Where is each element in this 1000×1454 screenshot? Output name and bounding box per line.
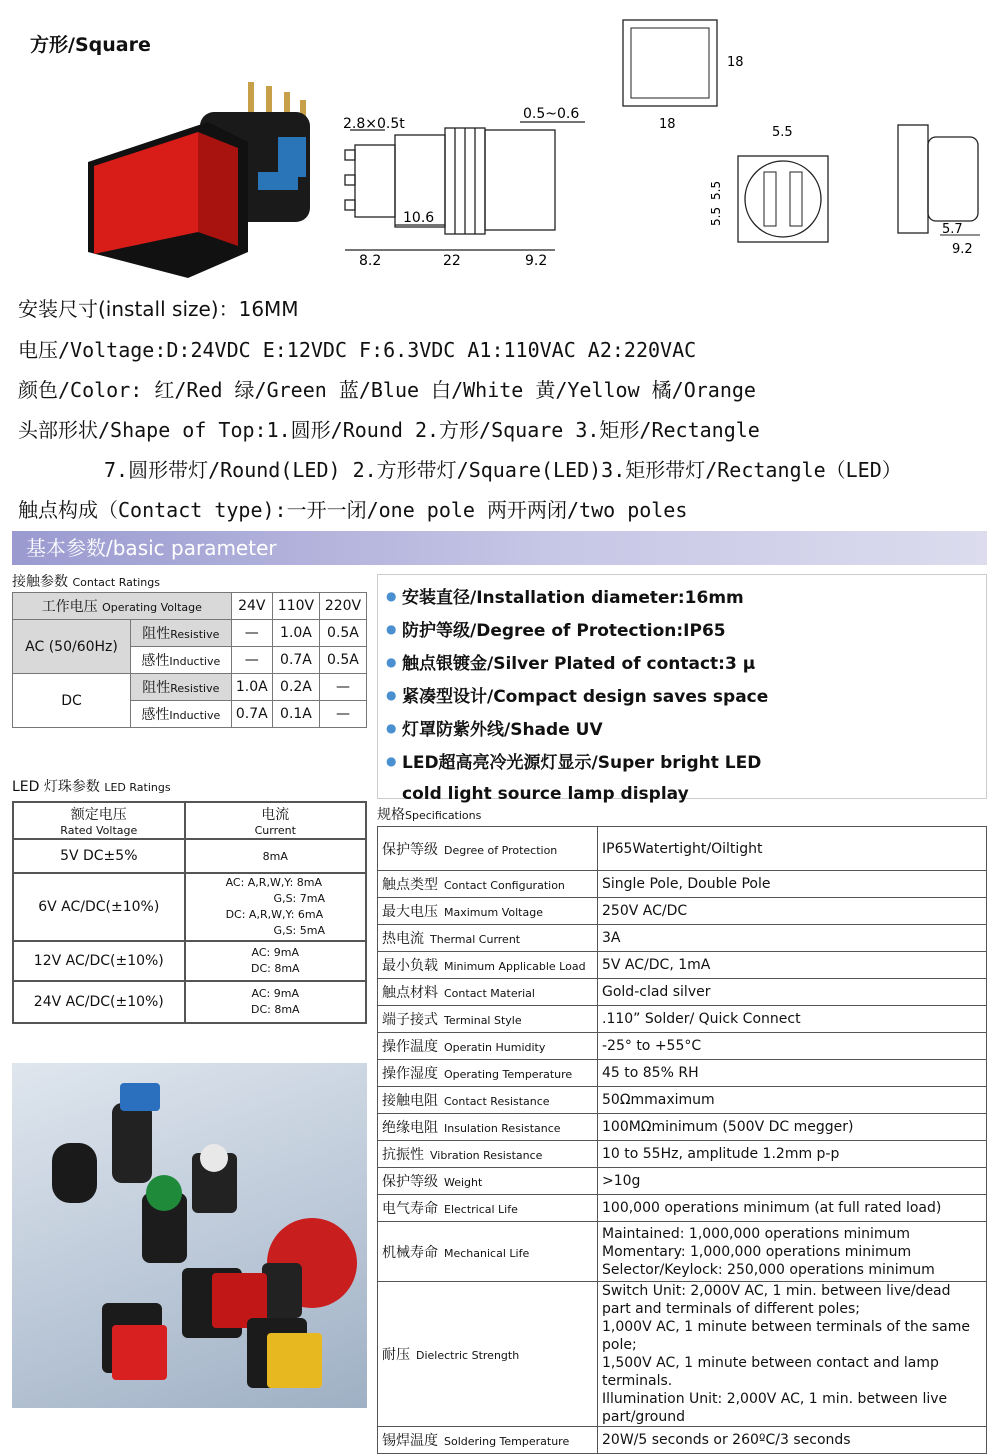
spec-key-cn: 端子接式 xyxy=(382,1012,438,1028)
dim-5-7: 5.7 xyxy=(942,222,963,237)
spec-value-line: Selector/Keylock: 250,000 operations minimum xyxy=(602,1261,935,1278)
spec-key-cn: 绝缘电阻 xyxy=(382,1120,438,1136)
feature-list xyxy=(377,574,987,804)
feature-item: ● 灯罩防紫外线/Shade UV xyxy=(386,720,603,740)
dc-label: DC xyxy=(13,674,131,728)
cell: 0.7A xyxy=(231,701,272,728)
spec-value-line: 250V AC/DC xyxy=(602,903,688,919)
dc-inductive: 感性Inductive xyxy=(131,701,232,728)
bullet-icon: ● xyxy=(386,621,397,636)
col-110v: 110V xyxy=(272,593,319,620)
spec-value xyxy=(598,1168,987,1195)
dim-gap: 0.5~0.6 xyxy=(523,106,580,122)
dim-5-5-v2: 5.5 xyxy=(709,206,723,226)
led-ratings-caption: LED 灯珠参数 LED Ratings xyxy=(12,779,171,795)
spec-key-cn: 操作温度 xyxy=(382,1039,438,1055)
contact-type-line: 触点构成（Contact type):一开一闭/one pole 两开两闭/two poles xyxy=(18,498,688,522)
led-current: AC: A,R,W,Y: 8mA G,S: 7mA DC: A,R,W,Y: 6mA G,S: 5mA xyxy=(185,873,366,941)
top-view-drawing xyxy=(615,14,755,134)
spec-key-cn: 锡焊温度 xyxy=(382,1433,438,1449)
spec-value xyxy=(598,1033,987,1060)
led-voltage: 24V AC/DC(±10%) xyxy=(13,981,185,1023)
feature-item: ● LED超高亮冷光源灯显示/Super bright LED xyxy=(386,753,762,773)
dim-10-6: 10.6 xyxy=(403,210,435,226)
product-photo-square-red xyxy=(88,82,328,282)
spec-value-line: 1,000V AC, 1 minute between terminals of the same pole; xyxy=(602,1319,971,1353)
spec-row xyxy=(378,1282,987,1427)
ac-label: AC (50/60Hz) xyxy=(13,620,131,674)
dim-5-5-v1: 5.5 xyxy=(709,180,723,200)
spec-key-en: Operatin Humidity xyxy=(444,1041,546,1054)
spec-key-cn: 触点材料 xyxy=(382,985,438,1001)
spec-value xyxy=(598,1427,987,1454)
spec-key xyxy=(378,1006,598,1033)
spec-key xyxy=(378,979,598,1006)
shape-line-2: 7.圆形带灯/Round(LED) 2.方形带灯/Square(LED)3.矩形带灯/Rectangle（LED） xyxy=(104,458,902,482)
cell: 0.1A xyxy=(272,701,319,728)
spec-key xyxy=(378,1282,598,1427)
spec-value-line: 20W/5 seconds or 260ºC/3 seconds xyxy=(602,1432,851,1448)
spec-value xyxy=(598,898,987,925)
spec-value-line: .110” Solder/ Quick Connect xyxy=(602,1011,801,1027)
cell: 0.7A xyxy=(272,647,319,674)
cell: 0.5A xyxy=(319,620,366,647)
spec-key xyxy=(378,898,598,925)
spec-key xyxy=(378,871,598,898)
spec-value xyxy=(598,827,987,871)
dc-resistive: 阻性Resistive xyxy=(131,674,232,701)
spec-key-cn: 保护等级 xyxy=(382,841,438,858)
spec-key-cn: 操作湿度 xyxy=(382,1066,438,1082)
spec-value-line: 3A xyxy=(602,930,621,946)
spec-value-line: 45 to 85% RH xyxy=(602,1065,699,1081)
side-view-drawing xyxy=(335,100,605,270)
spec-key-en: Degree of Protection xyxy=(444,843,558,857)
spec-value xyxy=(598,871,987,898)
spec-key-en: Terminal Style xyxy=(444,1014,522,1027)
spec-value-line: 1,500V AC, 1 minute between contact and lamp terminals. xyxy=(602,1355,939,1389)
spec-row xyxy=(378,898,987,925)
spec-row xyxy=(378,1427,987,1454)
spec-key-cn: 电气寿命 xyxy=(382,1201,438,1217)
spec-key xyxy=(378,1114,598,1141)
bullet-icon: ● xyxy=(386,753,397,768)
spec-key-en: Vibration Resistance xyxy=(430,1149,543,1162)
side-profile-drawing xyxy=(880,115,990,265)
spec-value xyxy=(598,1087,987,1114)
spec-value-line: Single Pole, Double Pole xyxy=(602,876,771,892)
spec-value-line: -25° to +55°C xyxy=(602,1038,702,1054)
spec-key-en: Dielectric Strength xyxy=(416,1349,520,1362)
product-group-photo xyxy=(12,1063,367,1408)
specifications-table xyxy=(377,826,987,1454)
bullet-icon: ● xyxy=(386,588,397,603)
spec-key xyxy=(378,1033,598,1060)
spec-key xyxy=(378,827,598,871)
cell: — xyxy=(319,701,366,728)
spec-value xyxy=(598,1006,987,1033)
dim-9-2-side: 9.2 xyxy=(952,242,973,257)
led-current: 8mA xyxy=(185,839,366,873)
spec-key-en: Insulation Resistance xyxy=(444,1122,561,1135)
spec-key-cn: 抗振性 xyxy=(382,1147,424,1163)
spec-row xyxy=(378,1114,987,1141)
voltage-line: 电压/Voltage:D:24VDC E:12VDC F:6.3VDC A1:110VAC A2:220VAC xyxy=(18,338,697,362)
spec-value-line: 10 to 55Hz, amplitude 1.2mm p-p xyxy=(602,1146,840,1162)
spec-key-cn: 保护等级 xyxy=(382,1174,438,1190)
spec-row xyxy=(378,1195,987,1222)
led-voltage: 6V AC/DC(±10%) xyxy=(13,873,185,941)
bullet-icon: ● xyxy=(386,687,397,702)
ac-resistive: 阻性Resistive xyxy=(131,620,232,647)
spec-key-cn: 接触电阻 xyxy=(382,1093,438,1109)
spec-value-line: 100MΩminimum (500V DC megger) xyxy=(602,1119,854,1135)
dim-18-bottom: 18 xyxy=(659,117,676,132)
current-header: 电流 Current xyxy=(185,802,366,839)
spec-value-line: Maintained: 1,000,000 operations minimum xyxy=(602,1225,911,1242)
spec-key xyxy=(378,1427,598,1454)
spec-value xyxy=(598,1282,987,1427)
feature-item: ● 触点银镀金/Silver Plated of contact:3 μ xyxy=(386,654,756,674)
spec-row xyxy=(378,1168,987,1195)
spec-value-line: >10g xyxy=(602,1173,641,1189)
spec-key-cn: 触点类型 xyxy=(382,877,438,893)
spec-key-en: Maximum Voltage xyxy=(444,906,543,919)
spec-key xyxy=(378,925,598,952)
basic-parameter-banner: 基本参数/basic parameter xyxy=(12,531,987,565)
led-voltage: 12V AC/DC(±10%) xyxy=(13,941,185,981)
rated-voltage-header: 额定电压 Rated Voltage xyxy=(13,802,185,839)
spec-value xyxy=(598,925,987,952)
led-voltage: 5V DC±5% xyxy=(13,839,185,873)
spec-row xyxy=(378,925,987,952)
spec-row xyxy=(378,827,987,871)
spec-value xyxy=(598,1195,987,1222)
dim-18-side: 18 xyxy=(727,55,744,70)
cell: — xyxy=(319,674,366,701)
spec-value-line: IP65Watertight/Oiltight xyxy=(602,840,763,857)
bullet-icon: ● xyxy=(386,654,397,669)
spec-key-en: Weight xyxy=(444,1176,483,1189)
spec-row xyxy=(378,1141,987,1168)
spec-row xyxy=(378,952,987,979)
led-ratings-table xyxy=(12,801,367,1024)
spec-key-en: Minimum Applicable Load xyxy=(444,960,586,973)
spec-key-en: Contact Material xyxy=(444,987,535,1000)
operating-voltage-header: 工作电压 Operating Voltage xyxy=(13,593,232,620)
spec-row xyxy=(378,1060,987,1087)
spec-key xyxy=(378,1168,598,1195)
spec-value-line: part and terminals of different poles; xyxy=(602,1301,860,1317)
spec-key xyxy=(378,1141,598,1168)
led-current: AC: 9mA DC: 8mA xyxy=(185,941,366,981)
spec-key-en: Electrical Life xyxy=(444,1203,518,1216)
cell: 1.0A xyxy=(231,674,272,701)
dim-5-5-top: 5.5 xyxy=(772,125,793,140)
spec-key-cn: 机械寿命 xyxy=(382,1244,438,1261)
spec-value xyxy=(598,1114,987,1141)
cell: — xyxy=(231,647,272,674)
spec-value-line: Gold-clad silver xyxy=(602,984,711,1000)
spec-key xyxy=(378,952,598,979)
spec-key xyxy=(378,1195,598,1222)
led-current: AC: 9mA DC: 8mA xyxy=(185,981,366,1023)
spec-value-line: Momentary: 1,000,000 operations minimum xyxy=(602,1243,912,1260)
shape-line-1: 头部形状/Shape of Top:1.圆形/Round 2.方形/Square 3.矩形/Rectangle xyxy=(18,418,760,442)
dim-9-2: 9.2 xyxy=(525,253,548,269)
spec-value xyxy=(598,979,987,1006)
feature-item: ● 紧凑型设计/Compact design saves space xyxy=(386,687,769,707)
spec-key xyxy=(378,1087,598,1114)
spec-row xyxy=(378,1222,987,1282)
spec-key-cn: 最小负载 xyxy=(382,958,438,974)
spec-value-line: 5V AC/DC, 1mA xyxy=(602,957,711,973)
spec-key xyxy=(378,1060,598,1087)
cell: 1.0A xyxy=(272,620,319,647)
bullet-icon: ● xyxy=(386,720,397,735)
feature-item: ● 安装直径/Installation diameter:16mm xyxy=(386,588,744,608)
spec-key xyxy=(378,1222,598,1282)
contact-ratings-caption: 接触参数 Contact Ratings xyxy=(12,574,160,590)
spec-key-en: Soldering Temperature xyxy=(444,1435,570,1448)
specifications-caption: 规格Specifications xyxy=(377,807,482,823)
cell: — xyxy=(231,620,272,647)
spec-value xyxy=(598,952,987,979)
col-24v: 24V xyxy=(231,593,272,620)
spec-key-cn: 耐压 xyxy=(382,1347,410,1363)
dim-terminal: 2.8×0.5t xyxy=(343,116,405,132)
spec-key-en: Contact Resistance xyxy=(444,1095,550,1108)
spec-row xyxy=(378,1087,987,1114)
spec-key-en: Thermal Current xyxy=(430,933,521,946)
spec-value-line: Switch Unit: 2,000V AC, 1 min. between live/dead xyxy=(602,1283,951,1299)
spec-key-cn: 热电流 xyxy=(382,931,424,947)
spec-key-en: Operating Temperature xyxy=(444,1068,573,1081)
spec-key-cn: 最大电压 xyxy=(382,904,438,920)
spec-value xyxy=(598,1222,987,1282)
feature-item: cold light source lamp display xyxy=(402,783,689,804)
rear-view-drawing xyxy=(700,120,845,270)
spec-value-line: Illumination Unit: 2,000V AC, 1 min. between live part/ground xyxy=(602,1391,948,1425)
spec-row xyxy=(378,871,987,898)
spec-value-line: 100,000 operations minimum (at full rated load) xyxy=(602,1200,942,1216)
dim-8-2: 8.2 xyxy=(359,253,382,269)
feature-item: ● 防护等级/Degree of Protection:IP65 xyxy=(386,621,726,641)
spec-row xyxy=(378,1006,987,1033)
spec-row xyxy=(378,1033,987,1060)
contact-ratings-table xyxy=(12,592,367,728)
dim-22: 22 xyxy=(443,253,461,269)
cell: 0.2A xyxy=(272,674,319,701)
spec-key-en: Contact Configuration xyxy=(444,879,565,892)
spec-value xyxy=(598,1060,987,1087)
section-title: 方形/Square xyxy=(30,34,151,56)
spec-row xyxy=(378,979,987,1006)
spec-value xyxy=(598,1141,987,1168)
color-line: 颜色/Color: 红/Red 绿/Green 蓝/Blue 白/White 黄/Yellow 橘/Orange xyxy=(18,378,756,402)
col-220v: 220V xyxy=(319,593,366,620)
ac-inductive: 感性Inductive xyxy=(131,647,232,674)
cell: 0.5A xyxy=(319,647,366,674)
spec-key-en: Mechanical Life xyxy=(444,1246,530,1260)
install-size: 安装尺寸(install size)：16MM xyxy=(18,297,299,321)
spec-value-line: 50Ωmmaximum xyxy=(602,1092,715,1108)
